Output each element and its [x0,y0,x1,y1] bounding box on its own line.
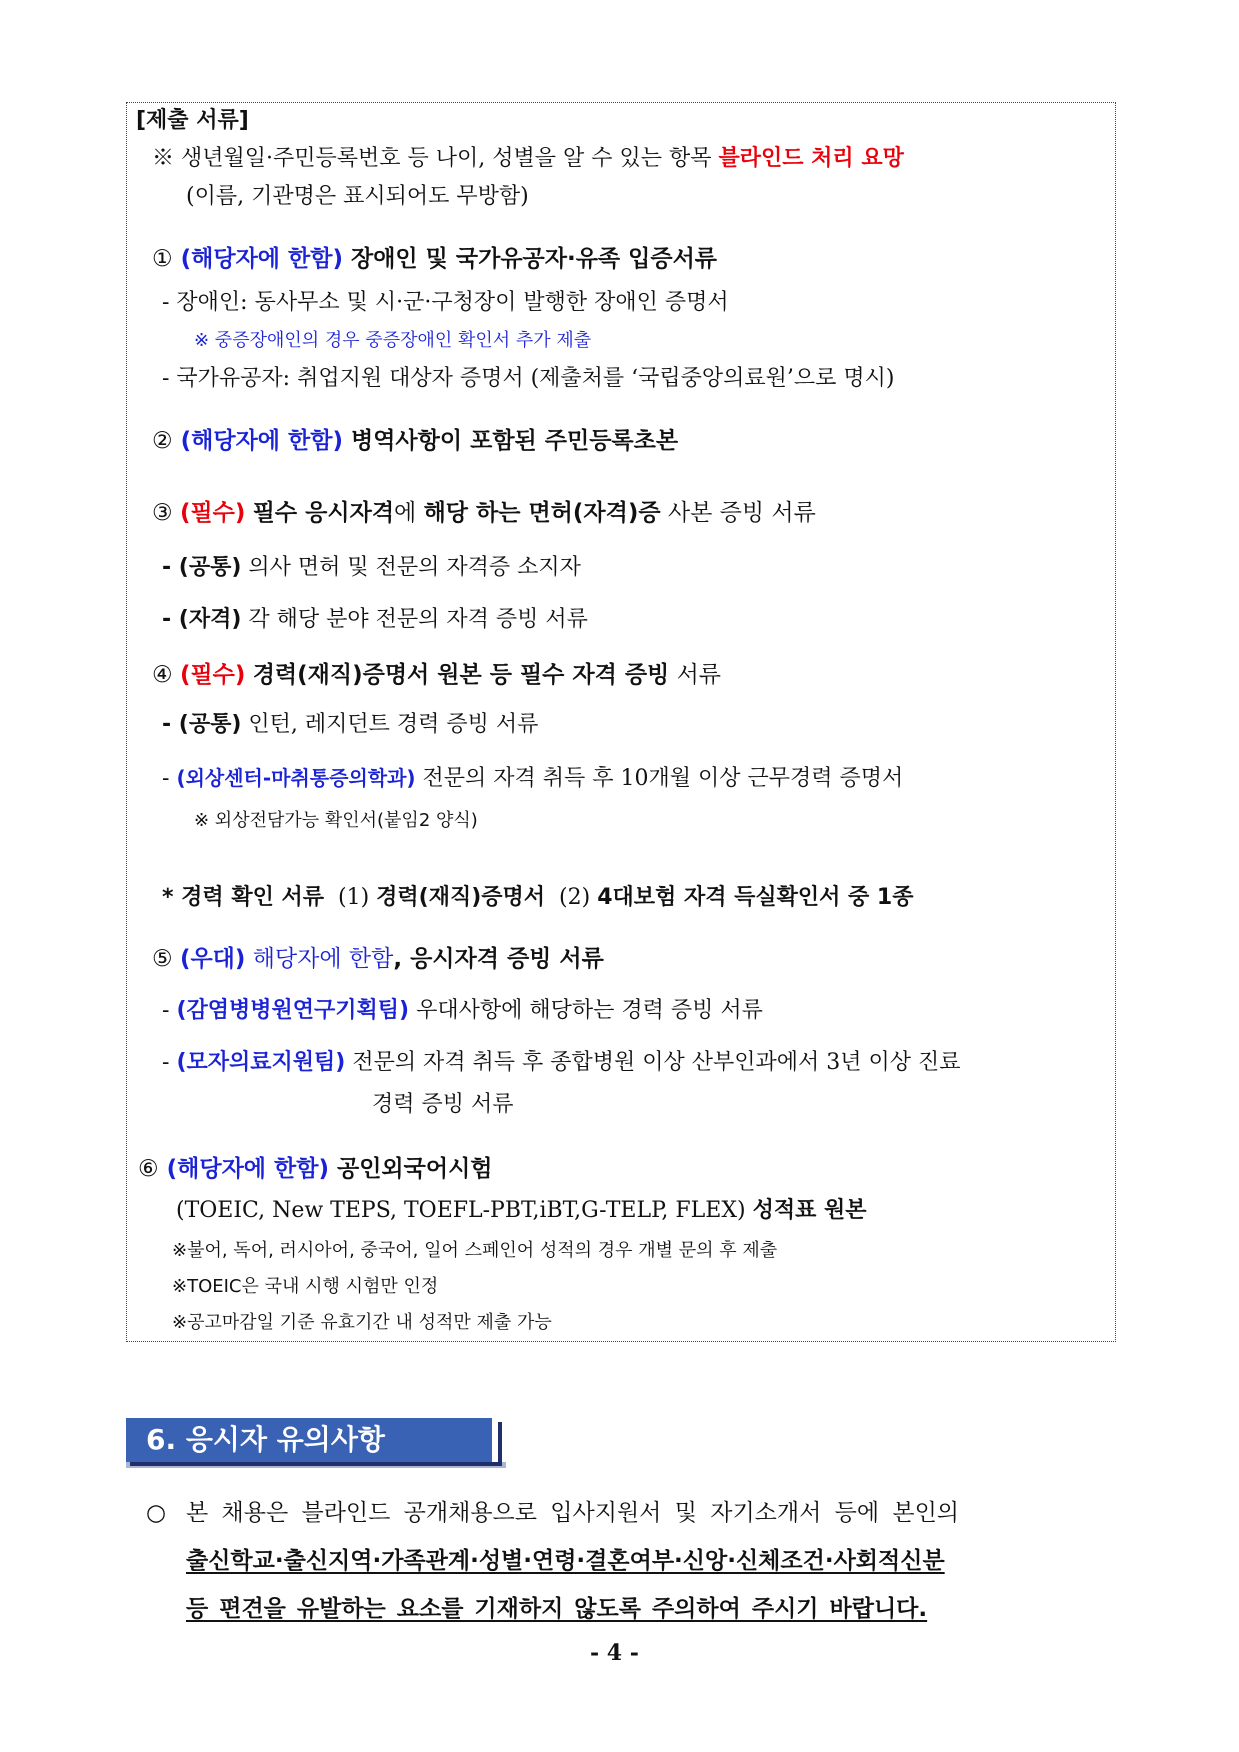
note-mark: ※ [152,146,175,171]
section-6-line-2: 출신학교·출신지역·가족관계·성별·연령·결혼여부·신앙·신체조건·사회적신분 [186,1548,945,1574]
item-4-sub-2-tag: (외상센터-마취통증의학과) [176,766,416,790]
item-3-title [152,500,816,528]
item-6-number: ⑥ [138,1156,159,1182]
item-3-text-c: 해당 하는 면허(자격)증 [423,500,661,526]
section-6-line-1: 본 채용은 블라인드 공개채용으로 입사지원서 및 자기소개서 등에 본인의 [186,1500,960,1526]
item-6-note-2: ※TOEIC은 국내 시행 시험만 인정 [172,1276,439,1297]
item-3-sub-1-tag: - (공통) [162,555,242,580]
career-2: 4대보험 자격 득실확인서 중 1종 [597,885,914,910]
note-red: 블라인드 처리 요망 [718,146,904,171]
item-3-tag: (필수) [179,500,246,526]
item-6-note-1: ※불어, 독어, 러시아어, 중국어, 일어 스페인어 성적의 경우 개별 문의 후 제출 [172,1240,778,1261]
section-6-tab-underline [126,1462,506,1468]
item-5-text: , 응시자격 증빙 서류 [393,946,604,972]
item-5-sub-2-tag: (모자의료지원팀) [176,1050,346,1075]
item-3-sub-1-text: 의사 면허 및 전문의 자격증 소지자 [248,555,581,580]
item-5-number: ⑤ [152,946,173,972]
item-5-sub-2-text: 전문의 자격 취득 후 종합병원 이상 산부인과에서 3년 이상 진료 [352,1050,961,1075]
item-1-number: ① [152,246,173,272]
item-5-sub-2 [162,1050,961,1076]
item-4-sub-1 [162,712,538,738]
item-1-sub-2: - 국가유공자: 취업지원 대상자 증명서 (제출처를 ‘국립중앙의료원’으로 명시) [162,366,895,391]
item-4-tag: (필수) [179,662,246,688]
note-sub: (이름, 기관명은 표시되어도 무방함) [186,184,529,209]
item-4-note: ※ 외상전담가능 확인서(붙임2 양식) [194,810,478,831]
item-4-sub-1-text: 인턴, 레지던트 경력 증빙 서류 [248,712,539,737]
item-6-tests-list: (TOEIC, New TEPS, TOEFL-PBT,iBT,G-TELP, FLEX) [176,1198,746,1223]
blind-note [152,146,904,172]
item-2-text: 병역사항이 포함된 주민등록초본 [351,428,679,454]
item-4-sub-2-dash: - [162,766,170,791]
item-1-text: 장애인 및 국가유공자·유족 입증서류 [351,246,718,272]
item-3-text-b: 에 [394,500,417,526]
item-2-title [152,428,678,456]
item-3-number: ③ [152,500,173,526]
career-2-num: (2) [559,885,591,910]
item-2-number: ② [152,428,173,454]
item-5-blue: 해당자에 한함 [252,946,394,972]
item-5-title [152,946,604,974]
item-5-sub-2-dash: - [162,1050,170,1075]
item-3-text-d: 사본 증빙 서류 [667,500,816,526]
section-6-heading: 6. 응시자 유의사항 [126,1418,498,1462]
section-6-line-3: 등 편견을 유발하는 요소를 기재하지 않도록 주의하여 주시기 바랍니다. [186,1596,928,1622]
item-5-tag: (우대) [179,946,246,972]
item-2-tag: (해당자에 한함) [180,428,343,454]
item-3-sub-2 [162,607,588,633]
item-1-tag: (해당자에 한함) [180,246,343,272]
item-1-note: ※ 중증장애인의 경우 중증장애인 확인서 추가 제출 [194,330,592,351]
item-4-number: ④ [152,662,173,688]
item-1-sub-1: - 장애인: 동사무소 및 시·군·구청장이 발행한 장애인 증명서 [162,290,729,315]
note-text: 생년월일·주민등록번호 등 나이, 성별을 알 수 있는 항목 [181,146,712,171]
item-4-text-b: 서류 [676,662,722,688]
item-5-sub-1-text: 우대사항에 해당하는 경력 증빙 서류 [416,998,763,1023]
item-5-sub-2-cont: 경력 증빙 서류 [372,1092,514,1117]
item-4-sub-2-text: 전문의 자격 취득 후 10개월 이상 근무경력 증명서 [422,766,904,791]
career-star: * 경력 확인 서류 [162,885,324,910]
item-6-tag: (해당자에 한함) [166,1156,329,1182]
item-3-sub-2-tag: - (자격) [162,607,242,632]
item-5-sub-1 [162,998,763,1024]
item-5-sub-1-tag: (감염병병원연구기획팀) [176,998,410,1023]
item-6-title [138,1156,493,1184]
item-5-sub-1-dash: - [162,998,170,1023]
item-3-sub-2-text: 각 해당 분야 전문의 자격 증빙 서류 [248,607,588,632]
item-6-text: 공인외국어시험 [337,1156,493,1182]
item-4-sub-2 [162,766,903,792]
item-6-tests [176,1198,867,1224]
item-4-sub-1-tag: - (공통) [162,712,242,737]
item-4-title [152,662,721,690]
career-1: 경력(재직)증명서 [376,885,546,910]
item-3-text-a: 필수 응시자격 [252,500,395,526]
item-1-title [152,246,717,274]
item-6-tests-b: 성적표 원본 [752,1198,867,1223]
item-6-note-3: ※공고마감일 기준 유효기간 내 성적만 제출 가능 [172,1312,552,1333]
page-number: - 4 - [590,1640,639,1666]
docs-heading: [제출 서류] [136,108,249,133]
career-docs-line [162,885,914,911]
section-6-bullet: ○ [146,1500,167,1526]
career-1-num: (1) [338,885,370,910]
item-4-text: 경력(재직)증명서 원본 등 필수 자격 증빙 [252,662,670,688]
item-3-sub-1 [162,555,581,581]
